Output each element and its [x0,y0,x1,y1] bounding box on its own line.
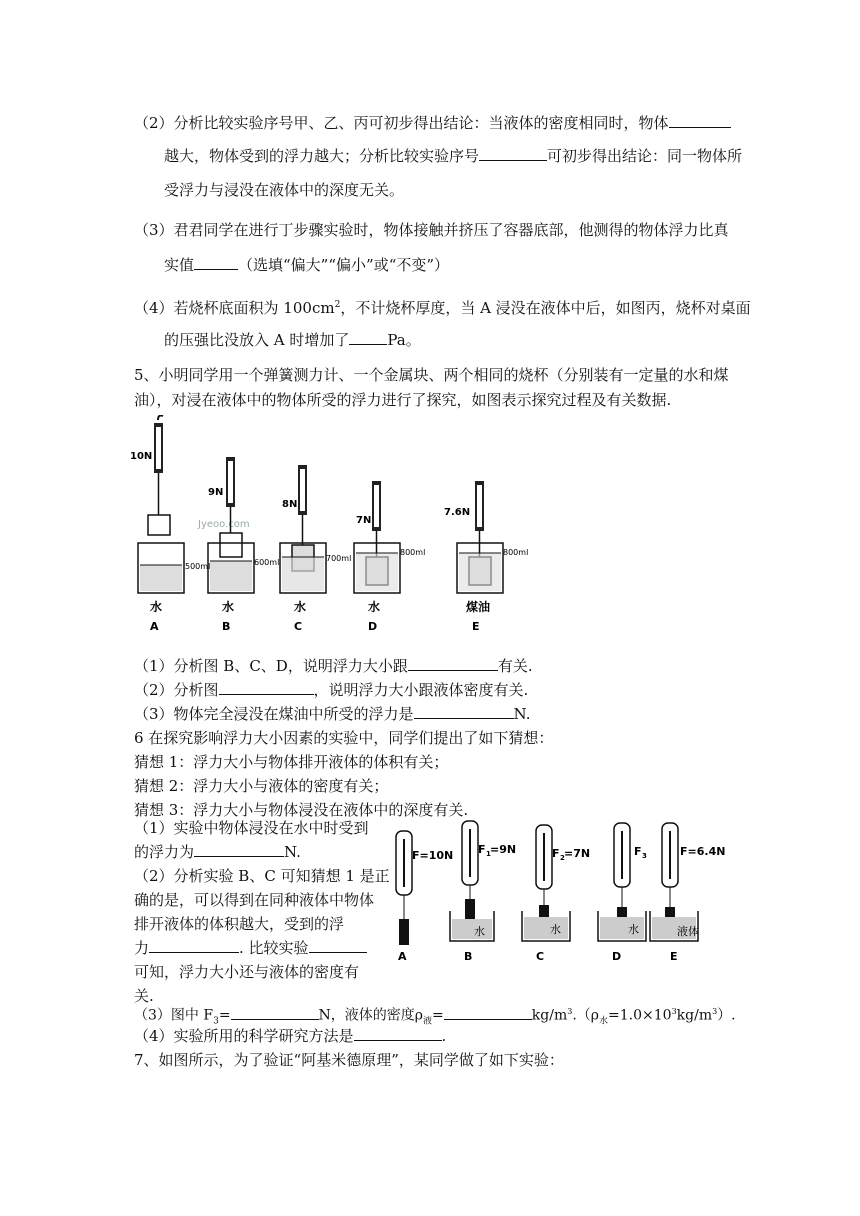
answer-blank[interactable] [219,680,314,695]
setup6-c [522,825,590,963]
answer-blank[interactable] [444,1005,532,1020]
force6-label-a: F=10N [412,849,454,862]
force6-sub-b: 1 [486,850,491,858]
setup6-label-d: D [612,950,622,963]
setup-label-d: D [368,620,378,633]
q6-part2-line2: 确的是，可以得到在同种液体中物体 [134,891,375,909]
setup-label-e: E [472,620,480,633]
answer-blank[interactable] [309,938,367,953]
setup-label-b: B [222,620,231,633]
answer-blank[interactable] [408,656,498,671]
volume-label-e: 800ml [503,548,529,557]
setup6-a [396,831,453,963]
q6-guess3: 猜想 3：浮力大小与物体浸没在液体中的深度有关. [134,801,469,819]
setup-c [280,465,351,633]
q6-guess2: 猜想 2：浮力大小与液体的密度有关； [134,777,389,795]
liquid6-label-e: 液体 [677,925,699,938]
q4-part3-line2: 实值 （选填“偏大”“偏小”或“不变”） [164,256,450,274]
setup6-e [650,823,725,963]
q6-part1-line2: 的浮力为 N. [134,843,301,861]
q6-part1-line1: （1）实验中物体浸没在水中时受到 [134,819,369,837]
liquid6-label-d: 水 [628,923,639,936]
force-label-d: 7N [356,515,372,526]
force6-sub-d: 3 [642,852,647,860]
force6-sub-c: 2 [560,854,565,862]
q5-intro-line2: 油），对浸在液体中的物体所受的浮力进行了探究，如图表示探究过程及有关数据. [134,391,672,409]
setup6-label-e: E [670,950,678,963]
answer-blank[interactable] [149,938,239,953]
q6-part3: （3）图中 $F_3= N$，液体的密度$\rho_液= kg/m^3.(\rho_水=1.0\times 10^3kg/m^3)$. [134,1002,736,1031]
setup-e [444,481,528,633]
q6-guess1: 猜想 1：浮力大小与物体排开液体的体积有关； [134,753,449,771]
volume-label-d: 800ml [400,548,426,557]
q6-part2-line1: （2）分析实验 B、C 可知猜想 1 是正 [134,867,390,885]
force-label-e: 7.6N [444,507,471,518]
q4-part3-line1: （3）君君同学在进行丁步骤实验时，物体接触并挤压了容器底部，他测得的物体浮力比真 [134,221,729,239]
answer-blank[interactable] [231,1005,319,1020]
force-label-c: 8N [282,499,298,510]
answer-blank[interactable] [669,113,731,128]
volume-label-c: 700ml [326,554,352,563]
liquid6-label-c: 水 [550,923,561,936]
answer-blank[interactable] [349,330,387,345]
q4-part4-line2: 的压强比没放入 A 时增加了 Pa。 [164,331,421,349]
setup6-label-c: C [536,950,545,963]
liquid-label-a: 水 [150,600,163,614]
answer-blank[interactable] [479,146,547,161]
answer-blank[interactable] [414,704,514,719]
force6-label-d-f: F [634,845,642,858]
setup6-label-a: A [398,950,407,963]
setup-d [354,481,425,633]
liquid6-label-b: 水 [474,925,485,938]
force6-label-b-v: =9N [490,843,517,856]
volume-label-b: 600ml [254,558,280,567]
q4-part2-line3: 受浮力与浸没在液体中的深度无关。 [164,181,405,199]
force6-label-c-v: =7N [564,847,591,860]
q7-intro: 7、如图所示，为了验证“阿基米德原理”，某同学做了如下实验： [134,1051,564,1069]
answer-blank[interactable] [354,1026,442,1041]
setup6-b [450,821,516,963]
q6-part2-line4: 力 . 比较实验 [134,938,367,958]
force-label-a: 10N [130,451,153,462]
setup-label-a: A [150,620,159,633]
answer-blank[interactable] [194,842,284,857]
q6-part2-line6: 关. [134,987,154,1005]
q6-part4: （4）实验所用的科学研究方法是 . [134,1027,447,1045]
setup-b [208,457,279,633]
watermark: Jyeoo.com [198,519,250,530]
force6-label-e: F=6.4N [680,845,726,858]
answer-blank[interactable] [194,255,238,270]
q5-intro-line1: 5、小明同学用一个弹簧测力计、一个金属块、两个相同的烧杯（分别装有一定量的水和煤 [134,366,729,384]
liquid-label-e: 煤油 [466,600,491,614]
q6-part2-line3: 排开液体的体积越大，受到的浮 [134,915,345,933]
setup6-d [598,823,647,963]
figure-q5-experiment [130,415,530,635]
q5-part2: （2）分析图 ，说明浮力大小跟液体密度有关. [134,681,529,699]
volume-label-a: 500ml [185,562,211,571]
q6-intro: 6 在探究影响浮力大小因素的实验中，同学们提出了如下猜想： [134,729,554,747]
q5-part3: （3）物体完全浸没在煤油中所受的浮力是 N. [134,705,531,723]
liquid-label-b: 水 [222,600,235,614]
force6-label-c-f: F [552,847,560,860]
liquid-label-c: 水 [294,600,307,614]
liquid-label-d: 水 [368,600,381,614]
q4-part2-line1: （2）分析比较实验序号甲、乙、丙可初步得出结论：当液体的密度相同时，物体 [134,113,731,133]
force6-label-b-f: F [478,843,486,856]
setup-label-c: C [294,620,303,633]
q4-part4-line1: （4）若烧杯底面积为 $100cm^2$，不计烧杯厚度，当 A 浸没在液体中后，如图丙，烧杯对桌面 [134,299,751,317]
figure-q6-experiment [390,815,735,985]
force-label-b: 9N [208,487,224,498]
q6-part2-line5: 可知，浮力大小还与液体的密度有 [134,963,360,981]
q5-part1: （1）分析图 B、C、D，说明浮力大小跟 有关. [134,657,533,675]
q4-part2-line2: 越大，物体受到的浮力越大；分析比较实验序号 可初步得出结论：同一物体所 [164,147,743,165]
setup6-label-b: B [464,950,473,963]
